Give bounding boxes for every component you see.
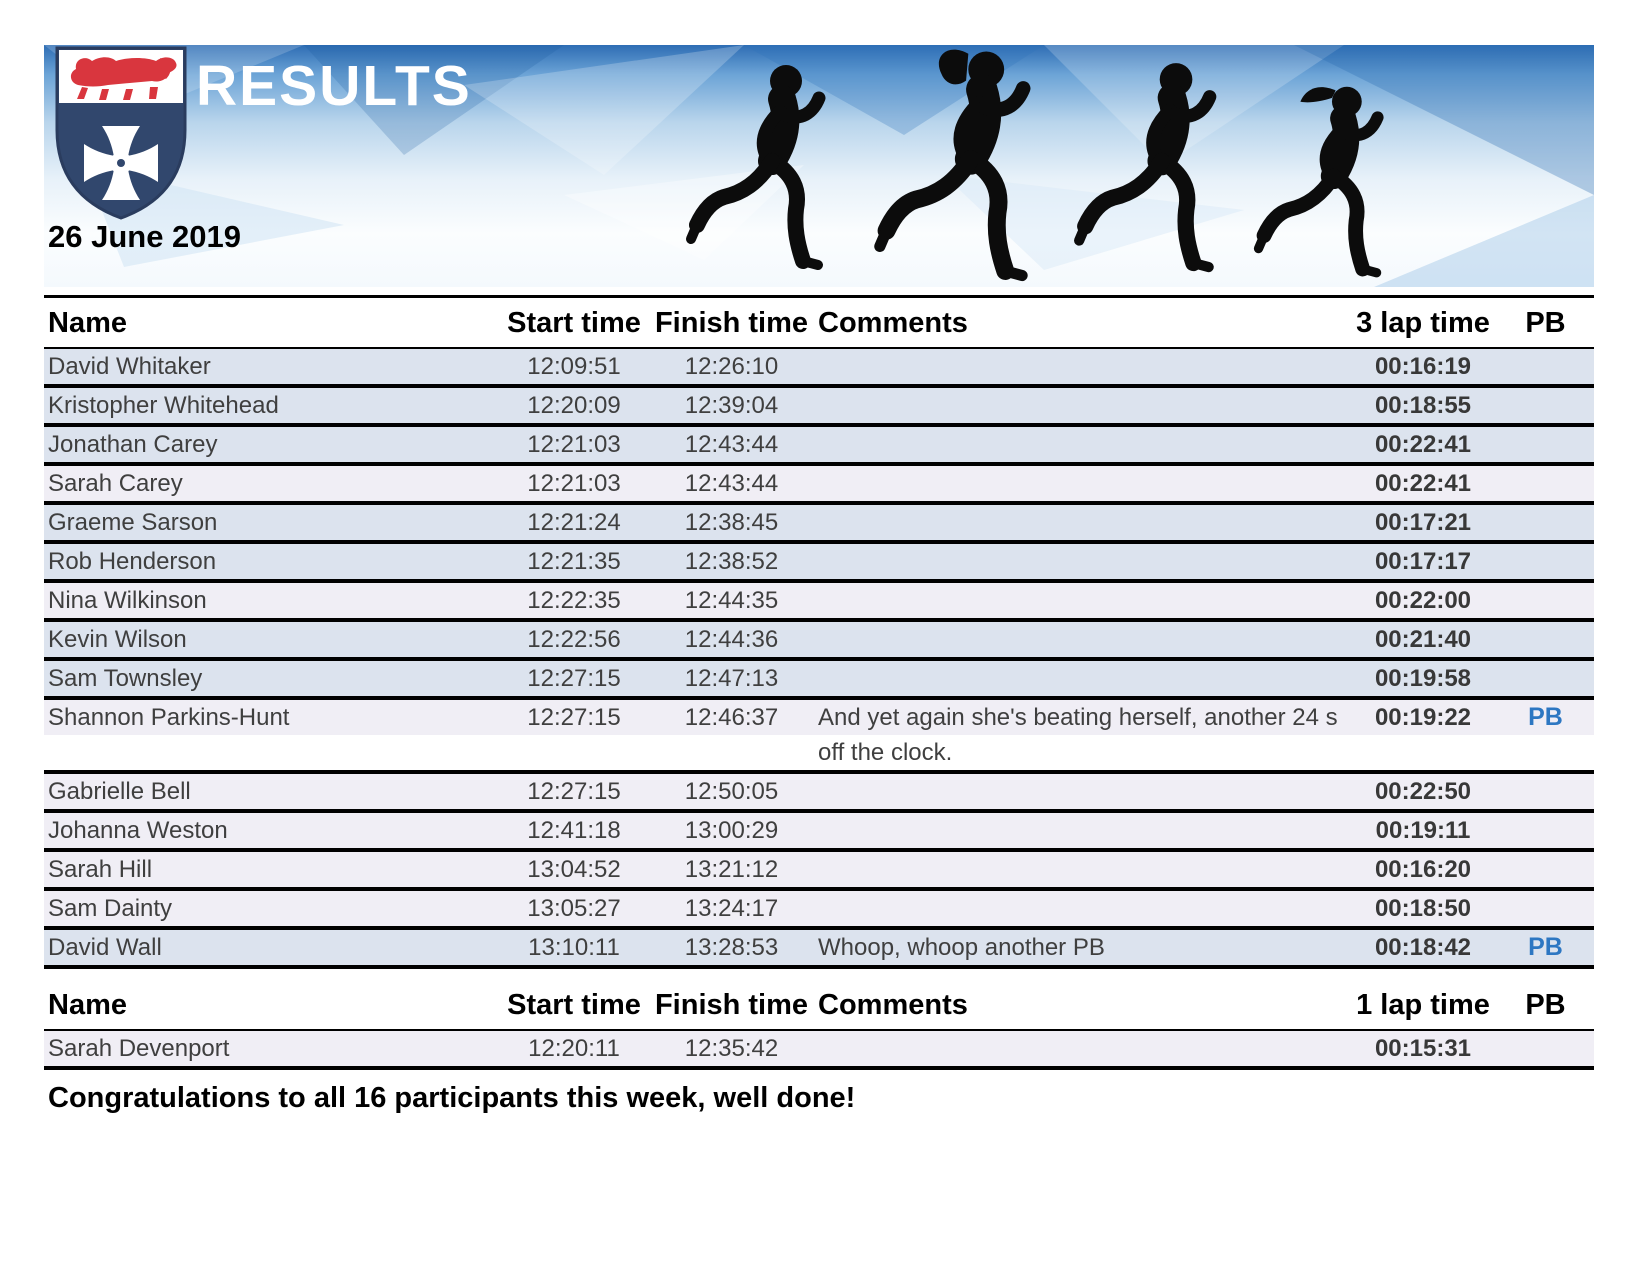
start-time-cell: 12:22:56	[499, 620, 649, 659]
table1-header-row	[44, 297, 1594, 349]
runner-name-cell: Graeme Sarson	[44, 503, 499, 542]
start-time-cell: 12:21:03	[499, 464, 649, 503]
finish-time-cell: 12:46:37	[649, 698, 814, 772]
finish-time-cell: 12:43:44	[649, 464, 814, 503]
pb-badge-cell	[1497, 581, 1594, 620]
col-header-pb: PB	[1497, 297, 1594, 349]
runner-name-cell: Gabrielle Bell	[44, 772, 499, 811]
university-crest-logo	[54, 45, 188, 221]
start-time-cell: 12:27:15	[499, 659, 649, 698]
pb-badge-cell: PB	[1497, 698, 1594, 772]
comment-cell	[814, 386, 1349, 425]
table-row	[44, 503, 1594, 542]
start-time-cell: 12:21:03	[499, 425, 649, 464]
start-time-cell: 12:27:15	[499, 698, 649, 772]
table-row	[44, 698, 1594, 772]
lap-time-cell: 00:15:31	[1349, 1030, 1497, 1068]
lap-time-cell: 00:19:22	[1349, 698, 1497, 772]
runner-name-cell: David Whitaker	[44, 348, 499, 386]
pb-badge-cell	[1497, 659, 1594, 698]
start-time-cell: 13:04:52	[499, 850, 649, 889]
col-header-name: Name	[44, 967, 499, 1030]
runner-name-cell: Kevin Wilson	[44, 620, 499, 659]
col-header-start: Start time	[499, 967, 649, 1030]
finish-time-cell: 12:38:52	[649, 542, 814, 581]
start-time-cell: 12:22:35	[499, 581, 649, 620]
comment-cell	[814, 850, 1349, 889]
runner-name-cell: Johanna Weston	[44, 811, 499, 850]
col-header-pb: PB	[1497, 967, 1594, 1030]
runner-name-cell: Shannon Parkins-Hunt	[44, 698, 499, 772]
event-date: 26 June 2019	[48, 219, 242, 254]
col-header-1lap: 1 lap time	[1349, 967, 1497, 1030]
runner-name-cell: Jonathan Carey	[44, 425, 499, 464]
table-row	[44, 850, 1594, 889]
runner-name-cell: Kristopher Whitehead	[44, 386, 499, 425]
pb-badge-cell	[1497, 386, 1594, 425]
finish-time-cell: 12:43:44	[649, 425, 814, 464]
table-row	[44, 542, 1594, 581]
comment-cell	[814, 772, 1349, 811]
lap-time-cell: 00:22:00	[1349, 581, 1497, 620]
runner-name-cell: Sarah Devenport	[44, 1030, 499, 1068]
runner-name-cell: Sam Dainty	[44, 889, 499, 928]
pb-badge-cell	[1497, 425, 1594, 464]
lap-time-cell: 00:22:41	[1349, 425, 1497, 464]
footer-message: Congratulations to all 16 participants this week, well done!	[48, 1082, 856, 1114]
pb-badge-cell	[1497, 889, 1594, 928]
start-time-cell: 12:21:24	[499, 503, 649, 542]
col-header-finish: Finish time	[649, 967, 814, 1030]
table-row	[44, 928, 1594, 967]
start-time-cell: 12:41:18	[499, 811, 649, 850]
comment-cell	[814, 620, 1349, 659]
lap-time-cell: 00:17:17	[1349, 542, 1497, 581]
pb-badge-cell	[1497, 464, 1594, 503]
start-time-cell: 13:10:11	[499, 928, 649, 967]
comment-cell	[814, 889, 1349, 928]
finish-time-cell: 13:24:17	[649, 889, 814, 928]
runner-name-cell: Sarah Hill	[44, 850, 499, 889]
comment-cell	[814, 811, 1349, 850]
runner-name-cell: Sam Townsley	[44, 659, 499, 698]
table-row	[44, 889, 1594, 928]
col-header-start: Start time	[499, 297, 649, 349]
pb-badge-cell	[1497, 348, 1594, 386]
comment-cell	[814, 348, 1349, 386]
pb-badge-cell	[1497, 620, 1594, 659]
finish-time-cell: 13:28:53	[649, 928, 814, 967]
start-time-cell: 12:27:15	[499, 772, 649, 811]
start-time-cell: 12:09:51	[499, 348, 649, 386]
start-time-cell: 12:20:09	[499, 386, 649, 425]
runner-name-cell: David Wall	[44, 928, 499, 967]
table-row	[44, 811, 1594, 850]
finish-time-cell: 12:44:35	[649, 581, 814, 620]
col-header-comments: Comments	[814, 297, 1349, 349]
table-row	[44, 620, 1594, 659]
finish-time-cell: 12:35:42	[649, 1030, 814, 1068]
table-row	[44, 386, 1594, 425]
comment-cell	[814, 464, 1349, 503]
finish-time-cell: 13:00:29	[649, 811, 814, 850]
pb-badge-cell	[1497, 503, 1594, 542]
start-time-cell: 13:05:27	[499, 889, 649, 928]
finish-time-cell: 12:44:36	[649, 620, 814, 659]
comment-cell: And yet again she's beating herself, another 24 s off the clock.	[814, 698, 1349, 772]
table-row	[44, 348, 1594, 386]
lap-time-cell: 00:18:42	[1349, 928, 1497, 967]
table-row	[44, 581, 1594, 620]
pb-badge-cell	[1497, 811, 1594, 850]
lap-time-cell: 00:22:41	[1349, 464, 1497, 503]
col-header-3lap: 3 lap time	[1349, 297, 1497, 349]
comment-cell	[814, 581, 1349, 620]
lap-time-cell: 00:18:50	[1349, 889, 1497, 928]
pb-badge-cell	[1497, 542, 1594, 581]
comment-cell	[814, 659, 1349, 698]
table2-header-row	[44, 967, 1594, 1030]
finish-time-cell: 12:38:45	[649, 503, 814, 542]
header-banner	[44, 45, 1594, 287]
comment-cell	[814, 425, 1349, 464]
lap-time-cell: 00:16:20	[1349, 850, 1497, 889]
pb-badge-cell	[1497, 772, 1594, 811]
runner-name-cell: Sarah Carey	[44, 464, 499, 503]
col-header-name: Name	[44, 297, 499, 349]
page-title: RESULTS	[196, 54, 472, 118]
finish-time-cell: 13:21:12	[649, 850, 814, 889]
table-row	[44, 425, 1594, 464]
lap-time-cell: 00:21:40	[1349, 620, 1497, 659]
runner-name-cell: Rob Henderson	[44, 542, 499, 581]
comment-cell: Whoop, whoop another PB	[814, 928, 1349, 967]
finish-time-cell: 12:47:13	[649, 659, 814, 698]
comment-cell	[814, 503, 1349, 542]
col-header-finish: Finish time	[649, 297, 814, 349]
runner-name-cell: Nina Wilkinson	[44, 581, 499, 620]
comment-cell	[814, 1030, 1349, 1068]
lap-time-cell: 00:16:19	[1349, 348, 1497, 386]
finish-time-cell: 12:26:10	[649, 348, 814, 386]
table-row	[44, 659, 1594, 698]
lap-time-cell: 00:19:58	[1349, 659, 1497, 698]
start-time-cell: 12:20:11	[499, 1030, 649, 1068]
pb-badge-cell	[1497, 850, 1594, 889]
comment-cell	[814, 542, 1349, 581]
lap-time-cell: 00:19:11	[1349, 811, 1497, 850]
table-row	[44, 1030, 1594, 1068]
three-lap-results-body	[44, 348, 1594, 967]
pb-badge-cell: PB	[1497, 928, 1594, 967]
one-lap-results-body	[44, 1030, 1594, 1068]
finish-time-cell: 12:39:04	[649, 386, 814, 425]
table-row	[44, 772, 1594, 811]
start-time-cell: 12:21:35	[499, 542, 649, 581]
pb-badge-cell	[1497, 1030, 1594, 1068]
table-row	[44, 464, 1594, 503]
lap-time-cell: 00:18:55	[1349, 386, 1497, 425]
col-header-comments: Comments	[814, 967, 1349, 1030]
finish-time-cell: 12:50:05	[649, 772, 814, 811]
lap-time-cell: 00:22:50	[1349, 772, 1497, 811]
lap-time-cell: 00:17:21	[1349, 503, 1497, 542]
results-table	[44, 295, 1594, 1070]
